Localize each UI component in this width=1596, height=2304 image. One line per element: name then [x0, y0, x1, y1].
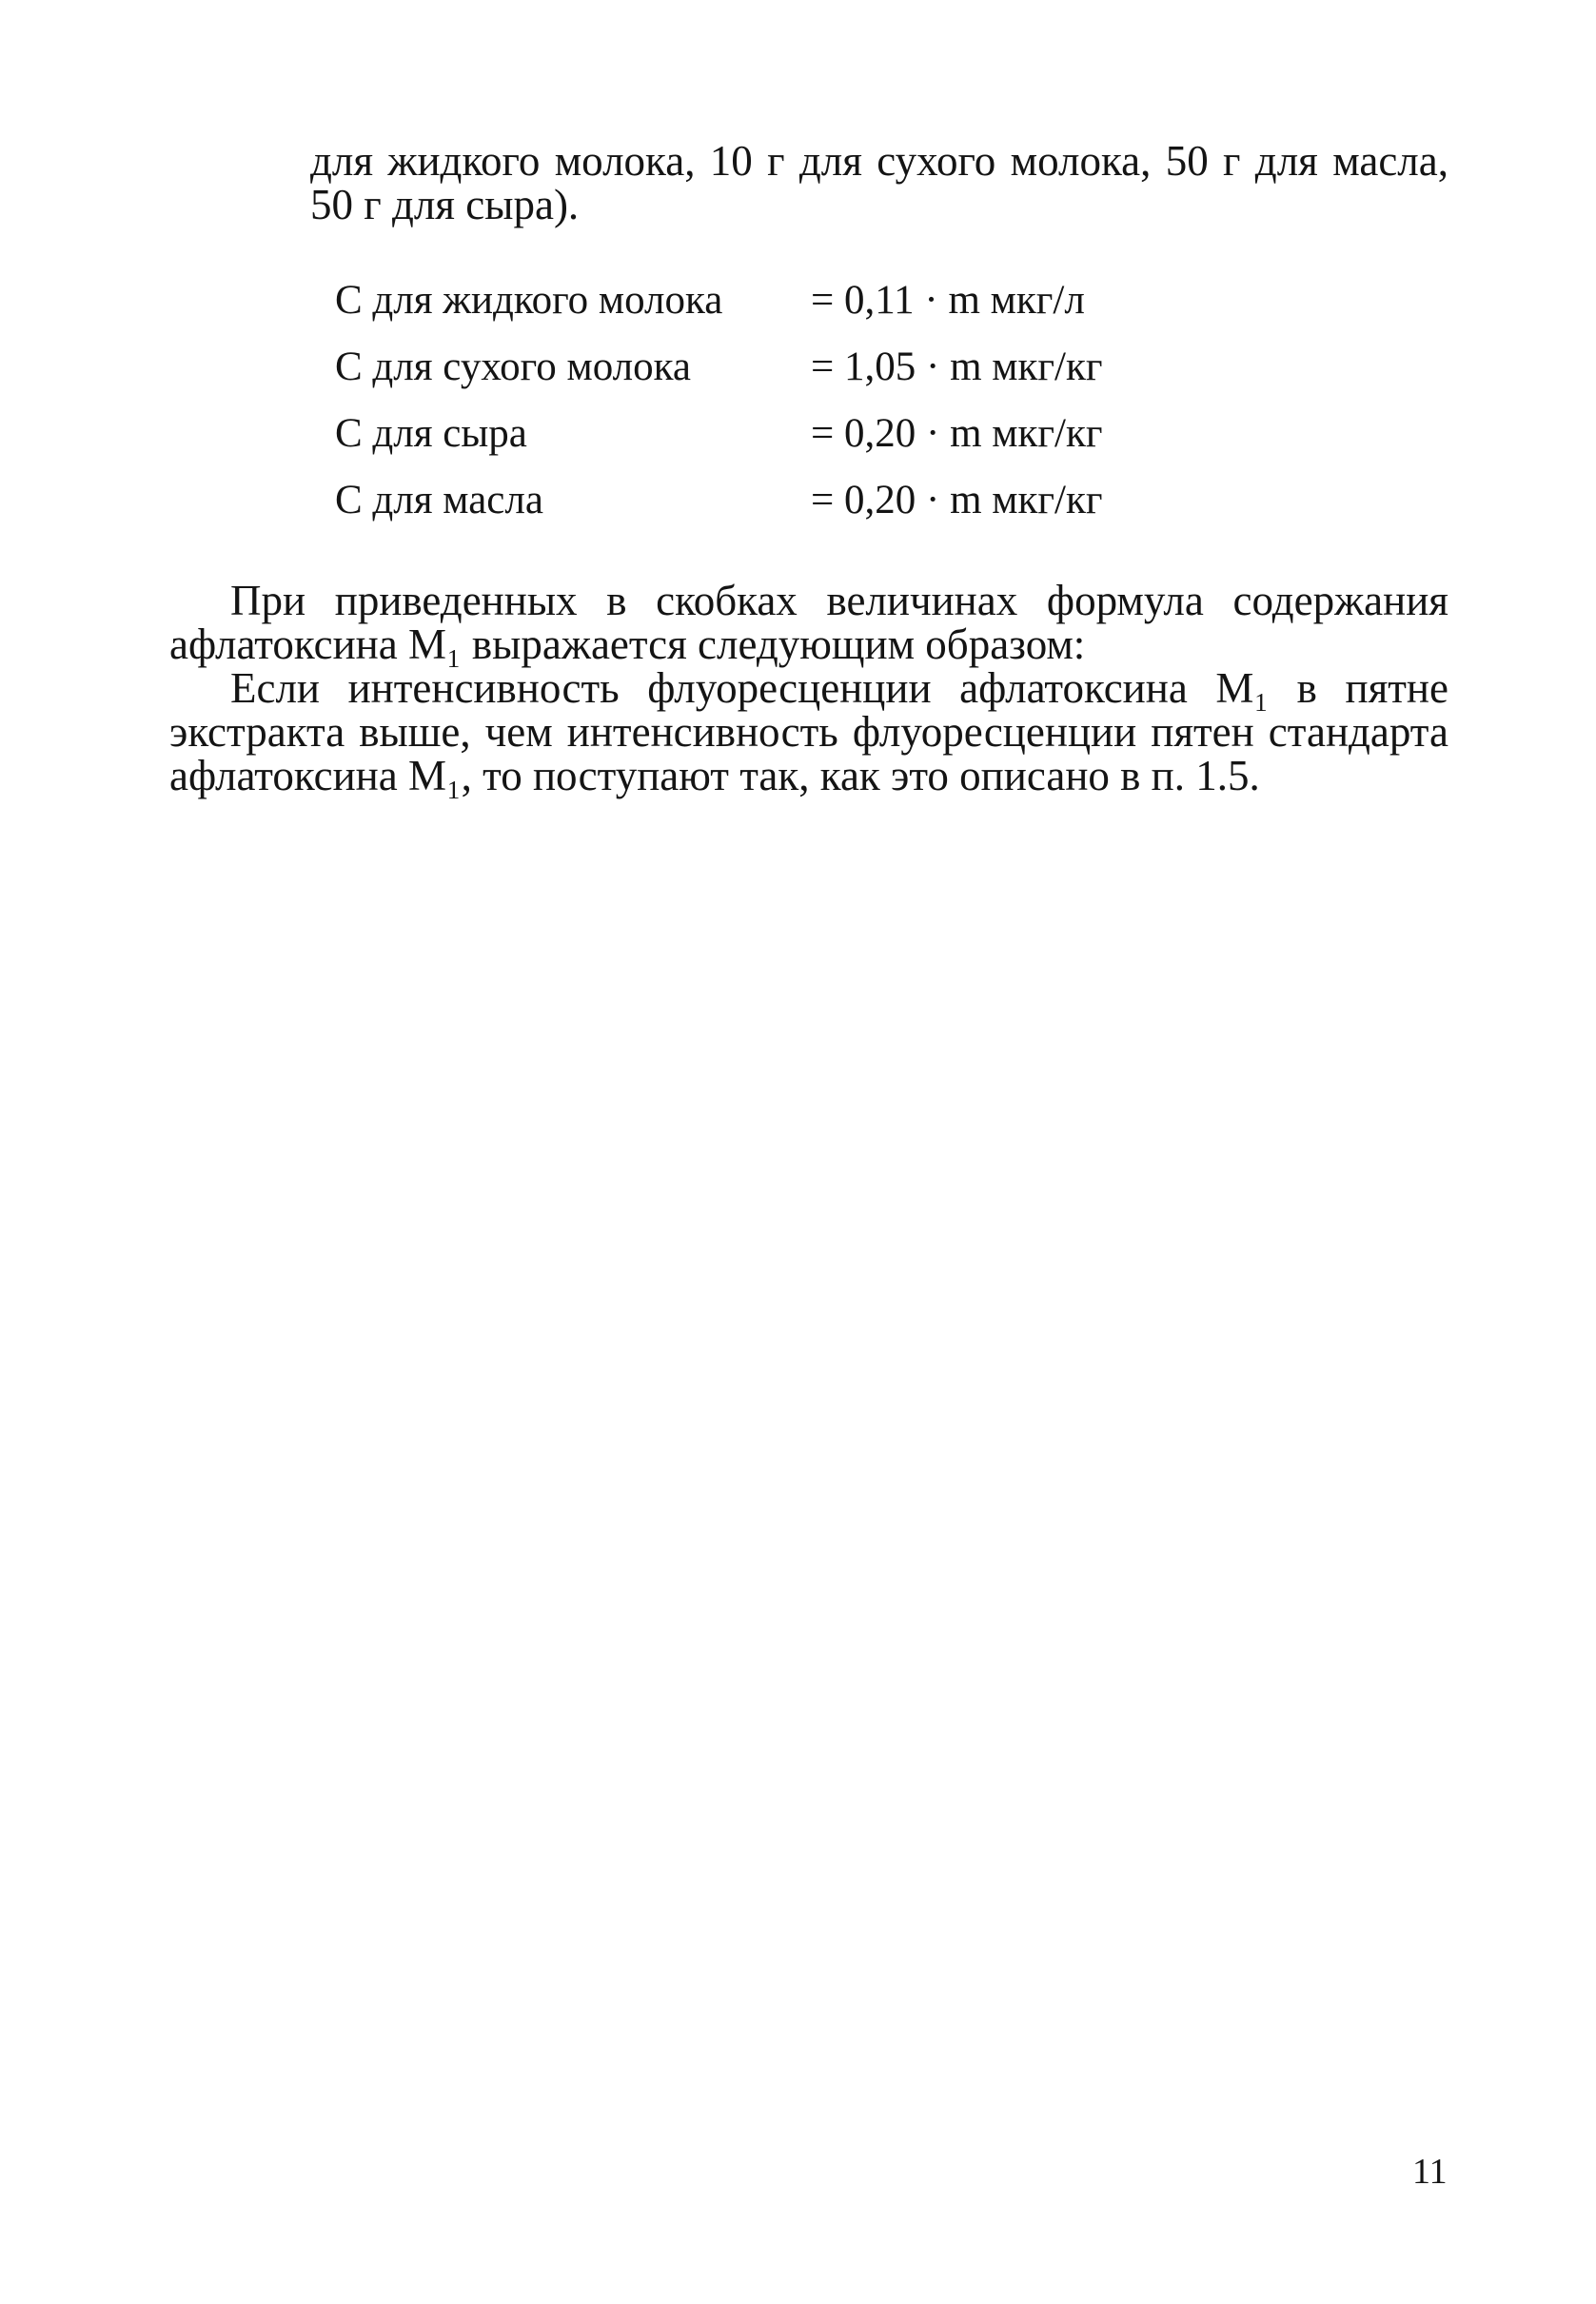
intro-text: [310, 139, 1448, 226]
formula-label: С для сыра: [335, 410, 527, 456]
formula-row: [335, 466, 1102, 533]
paragraph1-line-1: При приведенных в скобках величинах формула содержания: [230, 577, 1448, 624]
formula-row: [335, 266, 1102, 333]
paragraph2-line-1: Если интенсивность флуоресценции афлатоксина М₁ в пятне: [230, 664, 1448, 712]
page-number: 11: [1412, 2152, 1448, 2192]
intro-line-1: для жидкого молока, 10 г для сухого молока, 50 г для масла,: [310, 137, 1448, 185]
paragraph-formula-intro: [169, 579, 1448, 666]
paragraph2-line-3: афлатоксина М₁, то поступают так, как это описано в п. 1.5.: [169, 752, 1260, 799]
formula-value: = 0,20 · m мкг/кг: [811, 477, 1103, 522]
formula-row: [335, 400, 1102, 466]
formula-value: = 1,05 · m мкг/кг: [811, 344, 1103, 389]
intro-line-2: 50 г для сыра).: [310, 181, 580, 228]
formula-label: С для масла: [335, 477, 543, 522]
formula-value: = 0,11 · m мкг/л: [811, 277, 1085, 323]
formula-row: [335, 333, 1102, 400]
formula-value: = 0,20 · m мкг/кг: [811, 410, 1103, 456]
paragraph2-line-2: экстракта выше, чем интенсивность флуоресценции пятен стандарта: [169, 708, 1448, 756]
paragraph-fluorescence: [169, 666, 1448, 798]
formula-list: [335, 266, 1102, 533]
paragraph1-line-2: афлатоксина М₁ выражается следующим образом:: [169, 620, 1086, 668]
formula-label: С для жидкого молока: [335, 277, 723, 323]
formula-label: С для сухого молока: [335, 344, 691, 389]
